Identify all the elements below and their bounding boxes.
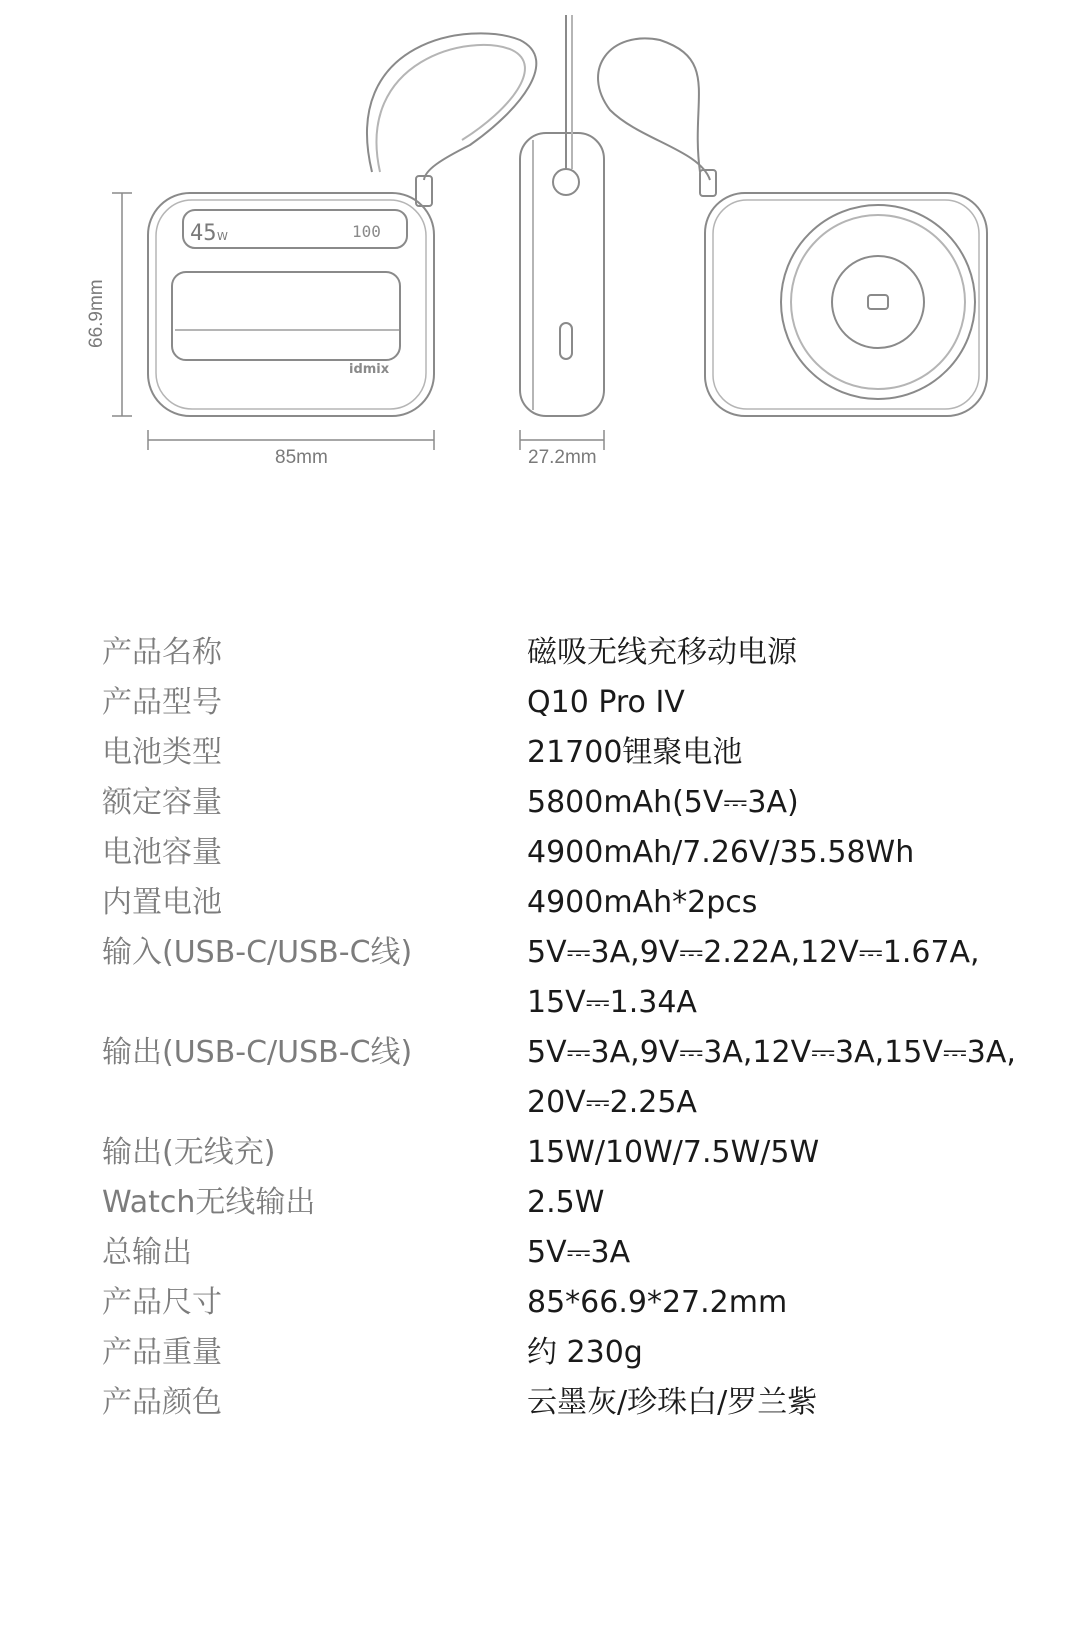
display-power: 45 [190, 221, 217, 246]
spec-value [527, 1128, 1080, 1178]
product-dimension-drawing [0, 0, 1080, 520]
usb-c-port [560, 323, 572, 359]
spec-key: 内置电池 [102, 885, 222, 920]
spec-value-line: 磁吸无线充移动电源 [527, 635, 797, 670]
spec-value [527, 1378, 1080, 1428]
spec-row [0, 878, 1080, 928]
spec-key: 电池容量 [102, 835, 222, 870]
spec-value [527, 1328, 1080, 1378]
spec-value [527, 628, 1080, 678]
height-dimension-label: 66.9mm [86, 279, 107, 348]
spec-key: 产品名称 [102, 635, 222, 670]
spec-value [527, 1178, 1080, 1228]
spec-value-line: 2.5W [527, 1185, 605, 1220]
spec-row [0, 1128, 1080, 1178]
back-cable [598, 38, 710, 180]
spec-key: 产品尺寸 [102, 1285, 222, 1320]
spec-key: 输出(无线充) [102, 1135, 276, 1170]
spec-key: 产品型号 [102, 685, 222, 720]
magnetic-ring [781, 205, 975, 399]
spec-row [0, 628, 1080, 678]
spec-row [0, 728, 1080, 778]
spec-value [527, 1278, 1080, 1328]
width-dimension-label: 85mm [275, 447, 328, 468]
spec-value [527, 928, 1080, 1028]
spec-value-line: 15V⎓1.34A [527, 985, 697, 1020]
spec-value-line: 85*66.9*27.2mm [527, 1285, 788, 1320]
front-cable [367, 33, 536, 180]
spec-value-line: 4900mAh*2pcs [527, 885, 758, 920]
spec-row [0, 1278, 1080, 1328]
spec-table [0, 628, 1080, 1428]
spec-value-line: 5V⎓3A,9V⎓3A,12V⎓3A,15V⎓3A, [527, 1035, 1016, 1070]
spec-row [0, 1178, 1080, 1228]
spec-key: 输出(USB-C/USB-C线) [102, 1035, 413, 1070]
spec-key: 输入(USB-C/USB-C线) [102, 935, 413, 970]
spec-row [0, 1328, 1080, 1378]
spec-value-line: 20V⎓2.25A [527, 1085, 697, 1120]
spec-value-line: 约 230g [527, 1335, 643, 1370]
spec-row [0, 1028, 1080, 1128]
spec-row [0, 828, 1080, 878]
spec-key: 总输出 [102, 1235, 192, 1270]
depth-dimension-label: 27.2mm [528, 447, 597, 468]
spec-value [527, 828, 1080, 878]
spec-value-line: 4900mAh/7.26V/35.58Wh [527, 835, 915, 870]
spec-row [0, 1378, 1080, 1428]
spec-value-line: Q10 Pro IV [527, 685, 685, 720]
spec-value-line: 21700锂聚电池 [527, 735, 743, 770]
spec-key: 产品颜色 [102, 1385, 222, 1420]
spec-row [0, 678, 1080, 728]
face-plate [172, 272, 400, 360]
display-percent: 100 [352, 222, 381, 241]
spec-key: Watch无线输出 [102, 1185, 316, 1220]
spec-row [0, 1228, 1080, 1278]
watch-charger [832, 256, 924, 348]
display-power-unit: W [217, 230, 228, 243]
brand-logo: idmix [349, 362, 390, 377]
spec-value-line: 云墨灰/珍珠白/罗兰紫 [527, 1385, 818, 1420]
spec-value [527, 878, 1080, 928]
spec-key: 额定容量 [102, 785, 222, 820]
spec-key: 电池类型 [102, 735, 222, 770]
spec-row [0, 778, 1080, 828]
spec-value [527, 1228, 1080, 1278]
spec-value [527, 678, 1080, 728]
spec-value [527, 728, 1080, 778]
spec-row [0, 928, 1080, 1028]
spec-value-line: 5V⎓3A [527, 1235, 631, 1270]
spec-value-line: 5800mAh(5V⎓3A) [527, 785, 799, 820]
spec-value [527, 1028, 1080, 1128]
spec-value-line: 5V⎓3A,9V⎓2.22A,12V⎓1.67A, [527, 935, 980, 970]
spec-key: 产品重量 [102, 1335, 222, 1370]
spec-value-line: 15W/10W/7.5W/5W [527, 1135, 820, 1170]
spec-value [527, 778, 1080, 828]
line-drawing [0, 0, 1080, 520]
